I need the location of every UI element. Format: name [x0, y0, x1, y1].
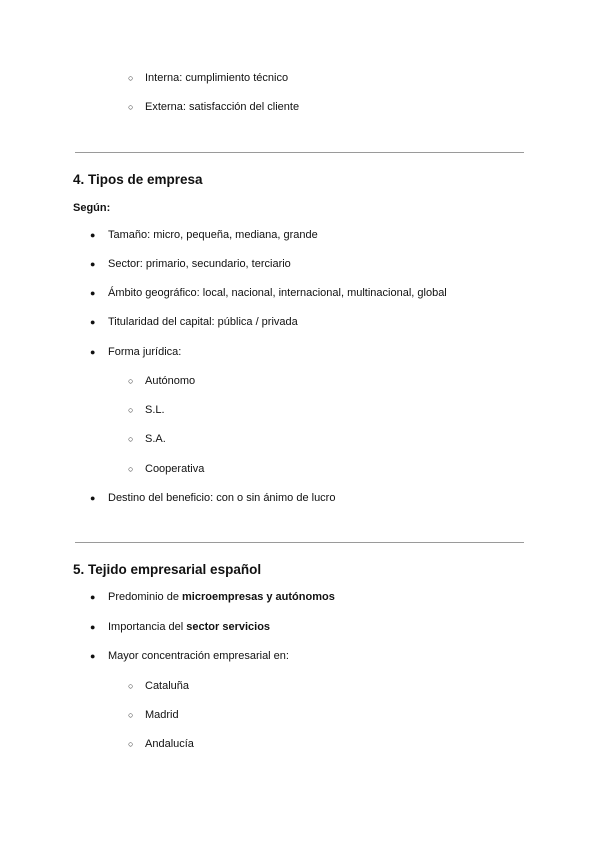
- item-text: Predominio de: [108, 591, 182, 603]
- lead-text: Según:: [73, 202, 111, 214]
- list-item: Externa: satisfacción del cliente: [145, 101, 300, 113]
- hollow-bullet-icon: ○: [128, 405, 134, 415]
- list-item: Ámbito geográfico: local, nacional, internacional, multinacional, global: [108, 287, 447, 299]
- emphasis-text: microempresas y autónomos: [182, 591, 335, 603]
- hollow-bullet-icon: ○: [128, 73, 134, 83]
- filled-bullet-icon: ●: [90, 592, 96, 602]
- list-item: Mayor concentración empresarial en:: [108, 650, 289, 662]
- list-item: S.A.: [145, 433, 166, 445]
- filled-bullet-icon: ●: [90, 230, 96, 240]
- section-divider: [75, 152, 524, 153]
- list-item: S.L.: [145, 404, 165, 416]
- item-text: Importancia del: [108, 621, 187, 633]
- list-item: [108, 590, 335, 604]
- filled-bullet-icon: ●: [90, 651, 96, 661]
- section-heading: 5. Tejido empresarial español: [73, 562, 262, 577]
- filled-bullet-icon: ●: [90, 493, 96, 503]
- filled-bullet-icon: ●: [90, 347, 96, 357]
- list-item: Titularidad del capital: pública / privada: [108, 316, 298, 328]
- hollow-bullet-icon: ○: [128, 710, 134, 720]
- filled-bullet-icon: ●: [90, 288, 96, 298]
- list-item: Andalucía: [145, 738, 194, 750]
- list-item: Destino del beneficio: con o sin ánimo de lucro: [108, 492, 336, 504]
- list-item: Interna: cumplimiento técnico: [145, 72, 289, 84]
- filled-bullet-icon: ●: [90, 259, 96, 269]
- hollow-bullet-icon: ○: [128, 376, 134, 386]
- hollow-bullet-icon: ○: [128, 434, 134, 444]
- list-item: [108, 620, 270, 634]
- list-item: Forma jurídica:: [108, 346, 182, 358]
- hollow-bullet-icon: ○: [128, 464, 134, 474]
- filled-bullet-icon: ●: [90, 622, 96, 632]
- list-item: Sector: primario, secundario, terciario: [108, 258, 291, 270]
- filled-bullet-icon: ●: [90, 317, 96, 327]
- list-item: Tamaño: micro, pequeña, mediana, grande: [108, 229, 318, 241]
- emphasis-text: sector servicios: [186, 621, 271, 633]
- hollow-bullet-icon: ○: [128, 102, 134, 112]
- list-item: Cooperativa: [145, 463, 205, 475]
- section-divider: [75, 542, 524, 543]
- section-heading: 4. Tipos de empresa: [73, 172, 203, 187]
- list-item: Madrid: [145, 709, 179, 721]
- list-item: Cataluña: [145, 680, 190, 692]
- hollow-bullet-icon: ○: [128, 681, 134, 691]
- hollow-bullet-icon: ○: [128, 739, 134, 749]
- list-item: Autónomo: [145, 375, 196, 387]
